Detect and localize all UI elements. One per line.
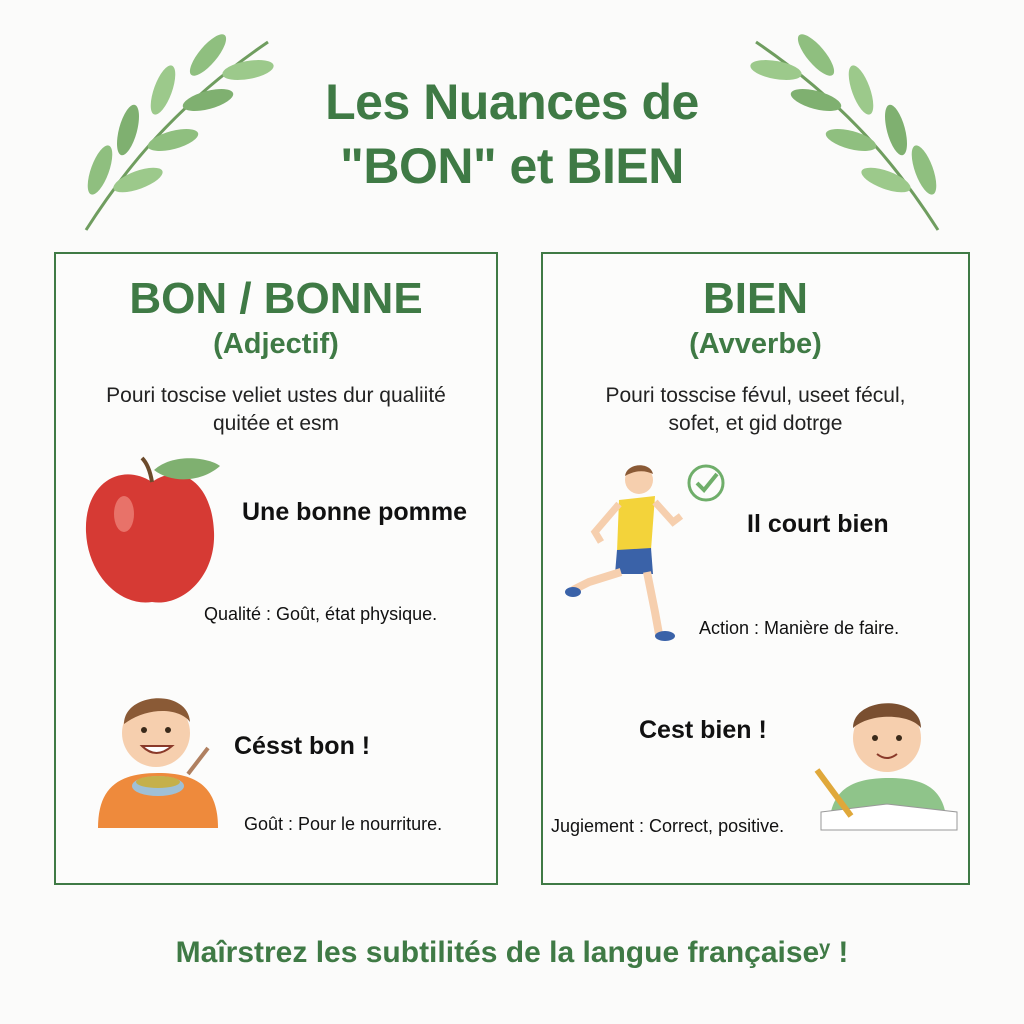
title-line-2: "BON" et BIEN bbox=[340, 138, 684, 194]
description-line: sofet, et gid dotrge bbox=[668, 412, 843, 435]
page-title bbox=[0, 70, 1024, 198]
footer-tagline: Maîrstrez les subtilités de la langue françaiseʸ ! bbox=[175, 936, 849, 969]
description-line: quitée et esm bbox=[212, 412, 340, 435]
description-line: Pouri toscise veliet ustes dur qualiité bbox=[106, 384, 446, 407]
example-note: Goût : Pour le nourriture. bbox=[244, 814, 443, 834]
card-description bbox=[66, 382, 486, 438]
apple-icon bbox=[82, 452, 222, 612]
example-phrase: Une bonne pomme bbox=[242, 498, 468, 526]
bon-card bbox=[54, 252, 498, 885]
runner-icon bbox=[559, 462, 689, 642]
card-heading: BIEN bbox=[702, 274, 809, 323]
card-heading: BON / BONNE bbox=[129, 274, 423, 323]
example-phrase: Cest bien ! bbox=[639, 716, 767, 744]
card-subheading: (Avverbe) bbox=[689, 328, 822, 360]
boy-eating-icon bbox=[88, 678, 228, 828]
bien-card bbox=[541, 252, 970, 885]
example-note: Action : Manière de faire. bbox=[699, 618, 900, 638]
card-subheading: (Adjectif) bbox=[213, 328, 339, 360]
card-description bbox=[553, 382, 958, 438]
example-phrase: Il court bien bbox=[747, 510, 889, 538]
example-phrase: Césst bon ! bbox=[234, 732, 371, 760]
boy-writing-icon bbox=[811, 680, 959, 834]
title-line-1: Les Nuances de bbox=[325, 74, 699, 130]
example-note: Jugiement : Correct, positive. bbox=[551, 816, 785, 836]
description-line: Pouri tosscise févul, useet fécul, bbox=[605, 384, 906, 407]
example-note: Qualité : Goût, état physique. bbox=[204, 604, 438, 624]
check-icon bbox=[685, 462, 727, 504]
